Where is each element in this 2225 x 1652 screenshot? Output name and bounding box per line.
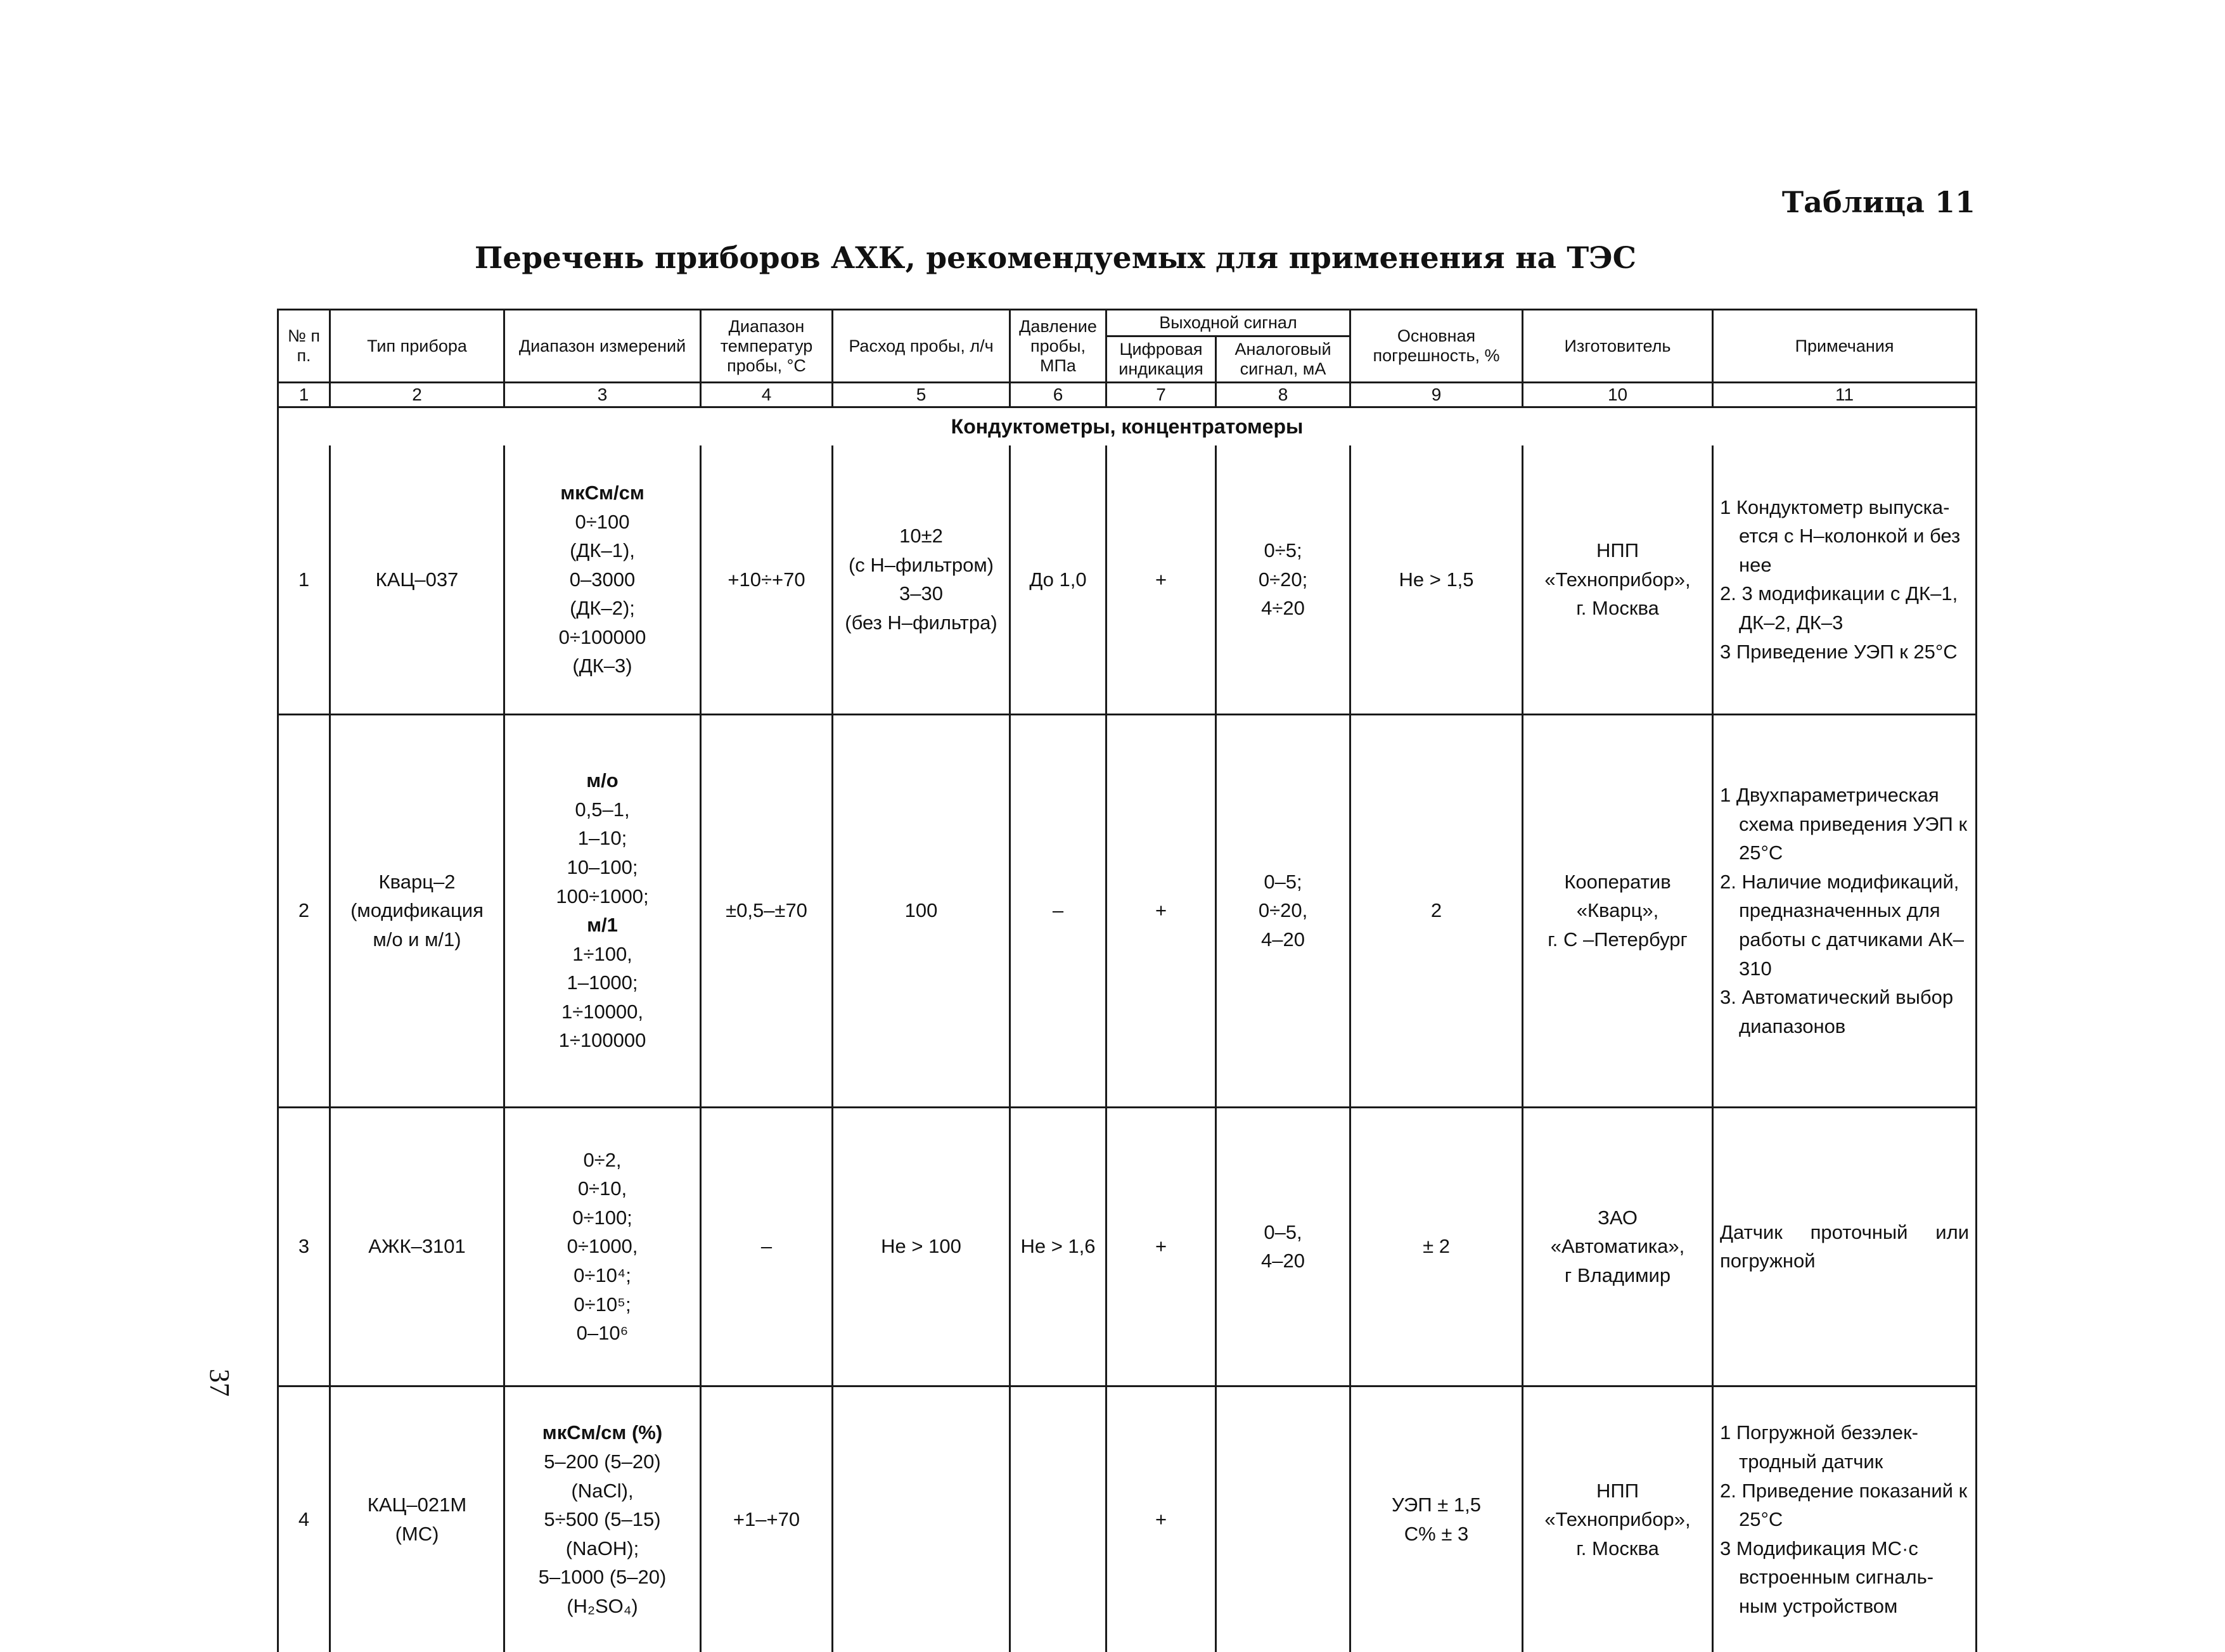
cell-range-line: 0÷100 (575, 510, 630, 533)
cell-error (1350, 445, 1523, 714)
header-range: Диапазон измерений (504, 310, 701, 383)
column-number: 7 (1106, 383, 1216, 407)
column-number: 4 (701, 383, 833, 407)
cell-range-line: 0÷1000, (567, 1235, 638, 1258)
cell-range-line: 1–1000; (567, 971, 638, 994)
cell-range-line: (ДК–3) (572, 655, 632, 677)
note-item: 2. 3 модификации с ДК–1, ДК–2, ДК–3 (1720, 582, 1958, 634)
cell-type-line: (МС) (395, 1522, 439, 1545)
header-pressure: Давление пробы, МПа (1010, 310, 1106, 383)
cell-digital: + (1106, 1107, 1216, 1386)
cell-analog (1216, 1107, 1350, 1386)
section-row (278, 407, 1977, 446)
cell-range-line: 5–200 (5–20) (544, 1450, 661, 1473)
cell-type-line: м/о и м/1) (373, 928, 461, 951)
header-maker: Изготовитель (1523, 310, 1713, 383)
cell-range-line: м/о (586, 769, 619, 792)
cell-range-line: (NaOH); (565, 1537, 639, 1559)
cell-maker (1523, 1386, 1713, 1652)
note-item: 2. Приведение показаний к 25°С (1720, 1479, 1968, 1531)
cell-analog (1216, 1386, 1350, 1652)
column-number: 10 (1523, 383, 1713, 407)
cell-range-line: 0,5–1, (575, 798, 630, 821)
cell-analog-line: 4–20 (1261, 1250, 1305, 1272)
cell-notes (1713, 445, 1977, 714)
column-number: 8 (1216, 383, 1350, 407)
note-item: 3 Приведение УЭП к 25°С (1720, 640, 1958, 663)
cell-type (330, 1386, 504, 1652)
cell-digital: + (1106, 1386, 1216, 1652)
cell-range-line: 0÷100; (572, 1206, 632, 1229)
cell-type-line: АЖК–3101 (368, 1235, 466, 1258)
column-numbers-row (278, 383, 1977, 407)
cell-maker-line: г Владимир (1564, 1264, 1671, 1286)
cell-type (330, 714, 504, 1107)
cell-range-line: 1–10; (577, 827, 627, 850)
page-number: 37 (204, 1369, 235, 1397)
header-error: Основная погрешность, % (1350, 310, 1523, 383)
cell-maker-line: НПП (1596, 539, 1639, 562)
cell-range (504, 1386, 701, 1652)
cell-num: 3 (278, 1107, 330, 1386)
cell-range-line: мкСм/см (560, 481, 644, 504)
column-number: 2 (330, 383, 504, 407)
column-number: 3 (504, 383, 701, 407)
cell-range-line: 10–100; (567, 856, 638, 879)
header-temp: Диапазон температур пробы, °С (701, 310, 833, 383)
cell-maker-line: г. Москва (1576, 597, 1659, 620)
cell-flow-line: (без Н–фильтра) (845, 611, 997, 634)
column-number: 9 (1350, 383, 1523, 407)
cell-temp: +1–+70 (701, 1386, 833, 1652)
cell-type (330, 445, 504, 714)
cell-analog (1216, 445, 1350, 714)
cell-range-line: 0÷100000 (558, 625, 646, 648)
cell-error (1350, 1386, 1523, 1652)
cell-type (330, 1107, 504, 1386)
notes-list (1720, 1418, 1969, 1620)
cell-type-line: КАЦ–021М (367, 1494, 467, 1516)
cell-range (504, 445, 701, 714)
cell-pressure: – (1010, 714, 1106, 1107)
cell-range-line: (H₂SO₄) (567, 1594, 638, 1617)
cell-range-line: 5–1000 (5–20) (538, 1566, 667, 1589)
cell-maker-line: г. Москва (1576, 1537, 1659, 1559)
cell-analog-line: 0–5; (1264, 870, 1302, 893)
cell-range-line: 0÷2, (583, 1148, 622, 1171)
cell-maker-line: «Технoприбор», (1544, 1508, 1691, 1531)
notes-list (1720, 781, 1969, 1041)
cell-range-line: (NaCl), (571, 1479, 634, 1502)
header-analog: Аналоговый сигнал, мА (1216, 336, 1350, 383)
cell-range-line: (ДК–1), (570, 539, 635, 562)
cell-error-line: С% ± 3 (1404, 1522, 1469, 1545)
cell-num: 2 (278, 714, 330, 1107)
cell-maker-line: Кооператив (1564, 870, 1671, 893)
header-notes: Примечания (1713, 310, 1977, 383)
cell-range-line: 100÷1000; (556, 885, 649, 907)
cell-error-line: Не > 1,5 (1399, 568, 1474, 591)
cell-analog-line: 0÷5; (1264, 539, 1302, 562)
cell-range-line: 5÷500 (5–15) (544, 1508, 661, 1531)
column-number: 6 (1010, 383, 1106, 407)
cell-type-line: КАЦ–037 (375, 568, 459, 591)
note-item: 1 Погружной безэлек-тродный датчик (1720, 1421, 1918, 1473)
cell-notes (1713, 1386, 1977, 1652)
cell-analog-line: 0÷20, (1258, 899, 1308, 922)
column-number: 5 (833, 383, 1010, 407)
document-title: Перечень приборов АХК, рекомендуемых для применения на ТЭС (474, 241, 1637, 276)
cell-maker (1523, 445, 1713, 714)
header-flow: Расход пробы, л/ч (833, 310, 1010, 383)
cell-num: 4 (278, 1386, 330, 1652)
cell-range-line: 0–10⁶ (576, 1322, 629, 1345)
header-num: № п п. (278, 310, 330, 383)
cell-notes (1713, 1107, 1977, 1386)
table-row (278, 1386, 1977, 1652)
note-item: 1 Кондуктометр выпуска-ется с Н–колонкой и без нее (1720, 496, 1961, 576)
cell-maker-line: «Автоматика», (1550, 1235, 1685, 1258)
cell-flow (833, 1107, 1010, 1386)
cell-error-line: ± 2 (1423, 1235, 1450, 1258)
cell-range (504, 1107, 701, 1386)
cell-maker (1523, 1107, 1713, 1386)
header-output: Выходной сигнал (1106, 310, 1350, 336)
header-row (278, 310, 1977, 336)
cell-digital: + (1106, 714, 1216, 1107)
cell-pressure (1010, 1386, 1106, 1652)
note-item: 3. Автоматический выбор диапазонов (1720, 986, 1954, 1037)
table-row (278, 714, 1977, 1107)
note-item: 3 Модификация МС·с встроенным сигналь-ным устройством (1720, 1537, 1934, 1617)
cell-analog-line: 0–5, (1264, 1220, 1302, 1243)
cell-analog (1216, 714, 1350, 1107)
cell-num: 1 (278, 445, 330, 714)
cell-flow-line: 3–30 (899, 582, 943, 605)
cell-range-line: 1÷100000 (558, 1029, 646, 1052)
cell-type-line: (модификация (350, 899, 484, 922)
cell-type-line: Кварц–2 (378, 870, 456, 893)
cell-error (1350, 714, 1523, 1107)
cell-range-line: 1÷100, (572, 942, 632, 965)
table-row (278, 445, 1977, 714)
cell-maker (1523, 714, 1713, 1107)
cell-range-line: (ДК–2); (570, 597, 635, 620)
cell-temp: ±0,5–±70 (701, 714, 833, 1107)
cell-digital: + (1106, 445, 1216, 714)
column-number: 1 (278, 383, 330, 407)
cell-flow-line: 100 (904, 899, 938, 922)
cell-pressure: До 1,0 (1010, 445, 1106, 714)
cell-analog-line: 4÷20 (1261, 597, 1305, 620)
cell-analog-line: 4–20 (1261, 928, 1305, 951)
cell-maker-line: ЗАО (1598, 1206, 1638, 1229)
cell-pressure: Не > 1,6 (1010, 1107, 1106, 1386)
notes-list (1720, 493, 1969, 666)
note-item: 1 Двухпараметрическая схема приведения УЭП к 25°С (1720, 784, 1968, 864)
cell-maker-line: НПП (1596, 1479, 1639, 1502)
cell-flow-line: Не > 100 (881, 1235, 961, 1258)
note-text: Датчик проточный или погружной (1720, 1220, 1970, 1272)
cell-error (1350, 1107, 1523, 1386)
cell-range-line: 0÷10, (577, 1177, 627, 1200)
cell-flow (833, 1386, 1010, 1652)
cell-temp: +10÷+70 (701, 445, 833, 714)
cell-range-line: 1÷10000, (561, 1000, 644, 1023)
cell-maker-line: «Технoприбор», (1544, 568, 1691, 591)
cell-maker-line: г. С –Петербург (1548, 928, 1688, 951)
cell-range (504, 714, 701, 1107)
section-title: Кондуктометры, концентратомеры (278, 407, 1977, 446)
cell-flow-line: (с Н–фильтром) (848, 553, 994, 576)
cell-range-line: 0÷10⁴; (574, 1264, 631, 1286)
cell-temp: – (701, 1107, 833, 1386)
instruments-table (277, 309, 1977, 1652)
cell-flow (833, 445, 1010, 714)
cell-notes (1713, 714, 1977, 1107)
table-row (278, 1107, 1977, 1386)
table-label: Таблица 11 (1781, 185, 1975, 219)
note-item: 2. Наличие модификаций, предназначенных для работы с датчиками АК–310 (1720, 870, 1965, 980)
cell-analog-line: 0÷20; (1258, 568, 1308, 591)
cell-range-line: 0÷10⁵; (574, 1293, 631, 1316)
cell-flow (833, 714, 1010, 1107)
cell-range-line: мкСм/см (%) (542, 1421, 663, 1444)
cell-error-line: УЭП ± 1,5 (1392, 1494, 1481, 1516)
cell-range-line: м/1 (587, 914, 618, 937)
cell-maker-line: «Кварц», (1576, 899, 1659, 922)
cell-error-line: 2 (1430, 899, 1442, 922)
header-digital: Цифровая индикация (1106, 336, 1216, 383)
column-number: 11 (1713, 383, 1977, 407)
cell-range-line: 0–3000 (569, 568, 636, 591)
cell-flow-line: 10±2 (899, 525, 943, 547)
header-type: Тип прибора (330, 310, 504, 383)
